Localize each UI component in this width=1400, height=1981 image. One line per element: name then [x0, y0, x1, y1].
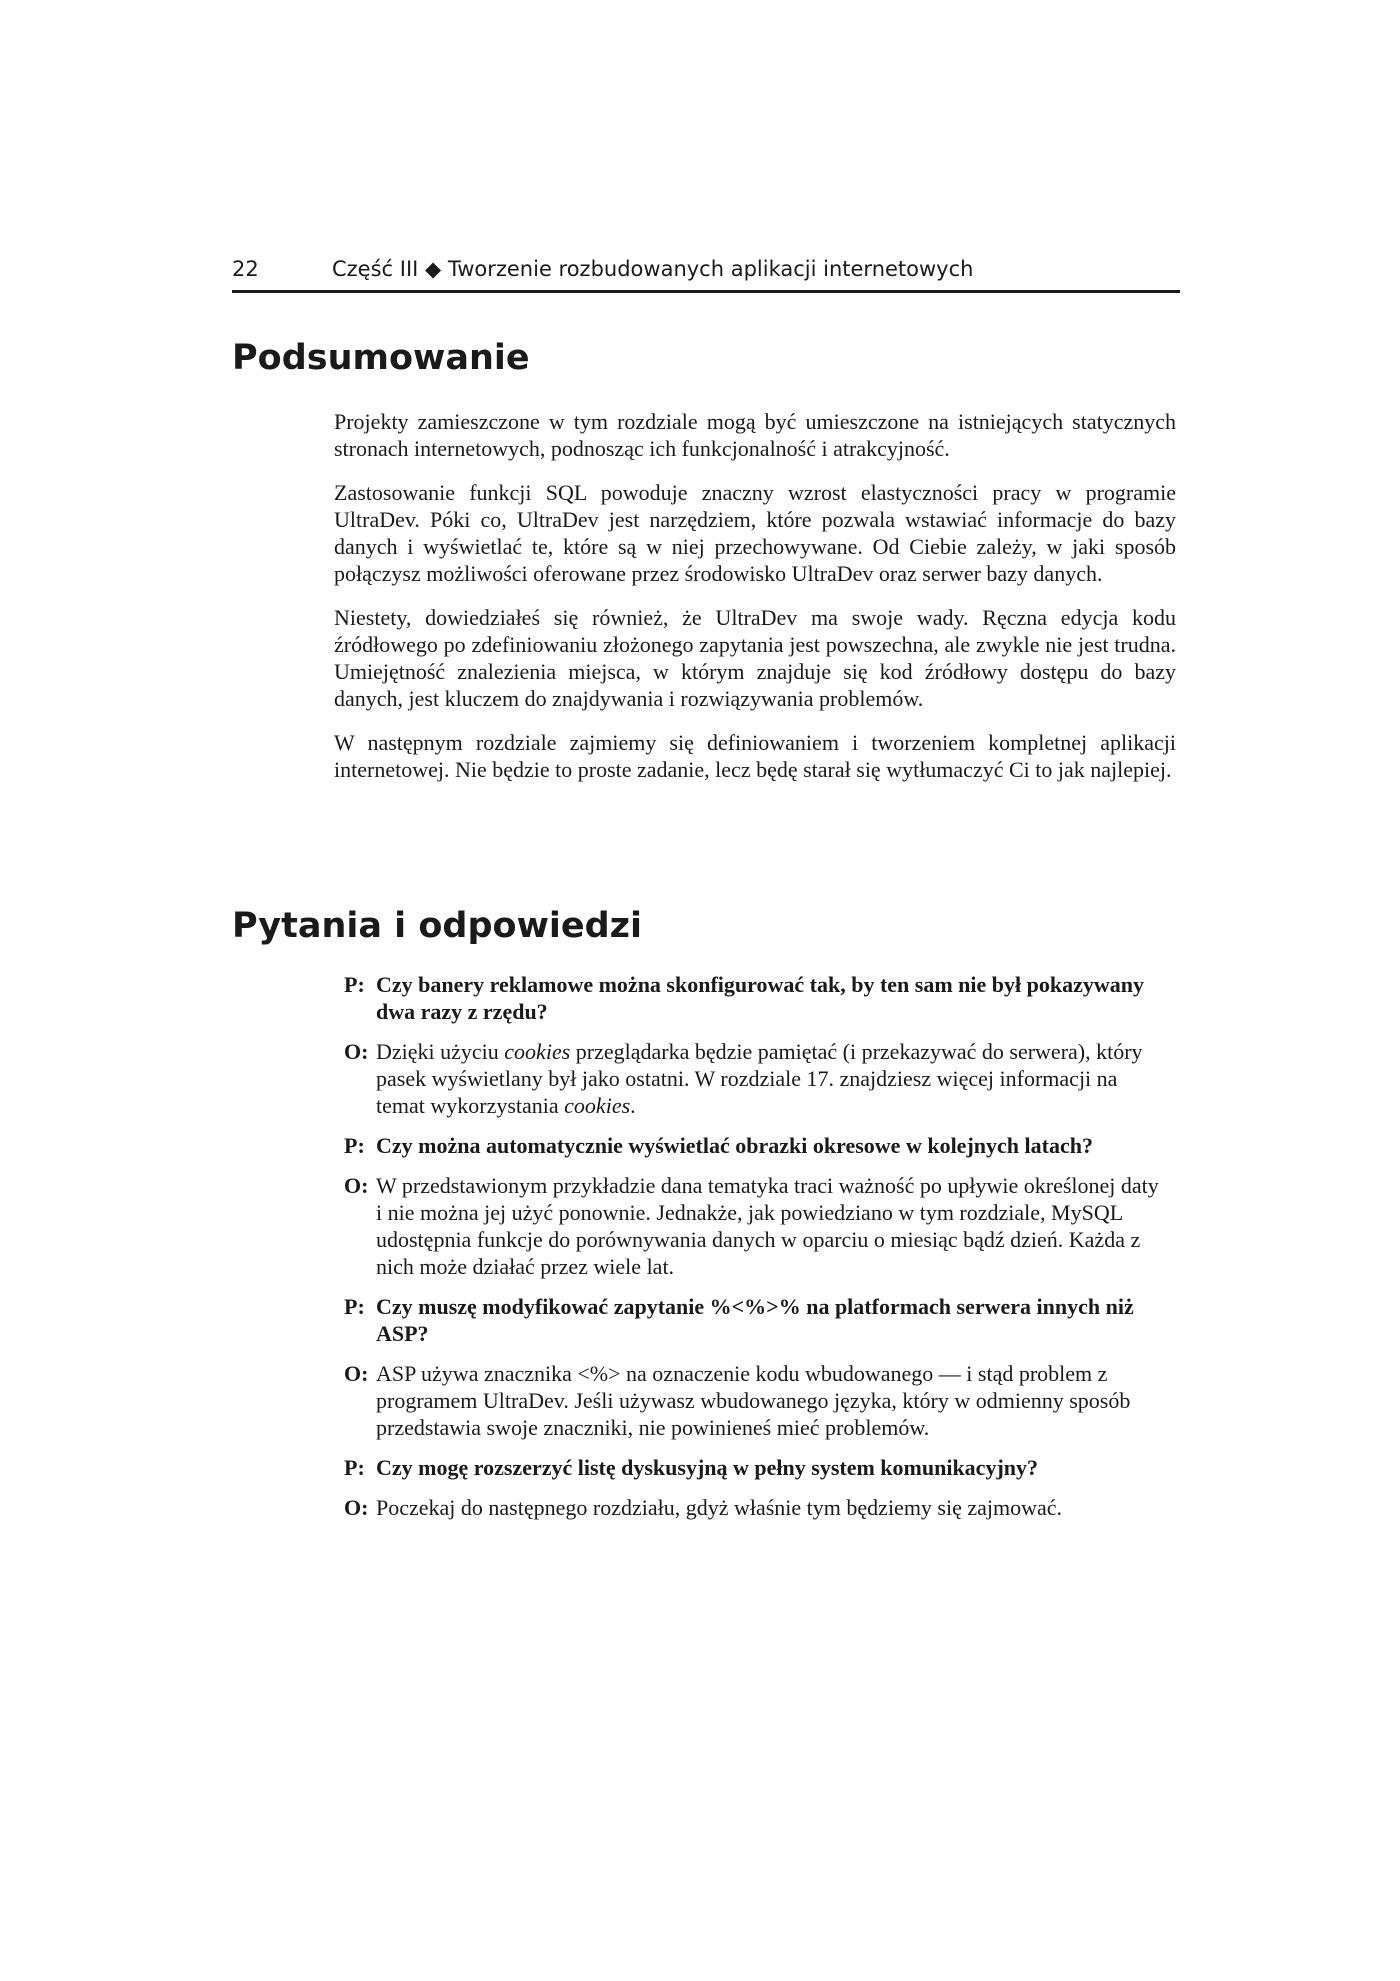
answer-text: Poczekaj do następnego rozdziału, gdyż właśnie tym będziemy się zajmować.	[376, 1495, 1063, 1520]
question-item	[344, 1454, 1164, 1481]
summary-paragraph: Projekty zamieszczone w tym rozdziale mogą być umieszczone na istniejących statycznych stronach internetowych, podnosząc ich funkcjonalność i atrakcyjność.	[334, 409, 1176, 461]
page-number: 22	[232, 257, 259, 281]
answer-marker: O:	[344, 1039, 369, 1064]
answer-item	[344, 1494, 1164, 1521]
running-header-title: Część III ◆ Tworzenie rozbudowanych aplikacji internetowych	[332, 257, 974, 281]
answer-marker: O:	[344, 1495, 369, 1520]
cookies-term: cookies	[504, 1039, 571, 1064]
answer-text-segment: Dzięki użyciu	[376, 1039, 505, 1064]
running-header	[232, 254, 1180, 293]
qa-heading: Pytania i odpowiedzi	[232, 906, 643, 946]
answer-text-segment: przeglądarka będzie pamiętać (i przekazywać do serwera), który pasek wyświetlany był jako ostatni. W rozdziale 17. znajdziesz więcej informacji na temat wykorzystania	[376, 1039, 1143, 1118]
question-marker: P:	[344, 972, 365, 997]
question-marker: P:	[344, 1294, 365, 1319]
question-marker: P:	[344, 1133, 365, 1158]
answer-text-segment: .	[630, 1093, 636, 1118]
question-text: Czy banery reklamowe można skonfigurować tak, by ten sam nie był pokazywany dwa razy z rzędu?	[376, 972, 1144, 1024]
answer-text: ASP używa znacznika <%> na oznaczenie kodu wbudowanego — i stąd problem z programem UltraDev. Jeśli używasz wbudowanego języka, który w odmienny sposób przedstawia swoje znaczniki, nie powinieneś mieć problemów.	[376, 1361, 1131, 1440]
answer-item	[344, 1172, 1164, 1280]
cookies-term: cookies	[564, 1093, 631, 1118]
summary-paragraph: Zastosowanie funkcji SQL powoduje znaczny wzrost elastyczności pracy w programie UltraDev. Póki co, UltraDev jest narzędziem, które pozwala wstawiać informacje do bazy danych i wyświetlać te, które są w niej przechowywane. Od Ciebie zależy, w jaki sposób połączysz możliwości oferowane przez środowisko UltraDev oraz serwer bazy danych.	[334, 480, 1176, 586]
answer-marker: O:	[344, 1173, 369, 1198]
answer-marker: O:	[344, 1361, 369, 1386]
question-item	[344, 1132, 1164, 1159]
answer-text: W przedstawionym przykładzie dana tematyka traci ważność po upływie określonej daty i nie można jej użyć ponownie. Jednakże, jak powiedziano w tym rozdziale, MySQL udostępnia funkcje do porównywania danych w oparciu o miesiąc bądź dzień. Każda z nich może działać przez wiele lat.	[376, 1173, 1159, 1279]
question-item	[344, 1293, 1164, 1347]
answer-item	[344, 1038, 1164, 1119]
summary-body	[334, 408, 1176, 800]
summary-paragraph: W następnym rozdziale zajmiemy się definiowaniem i tworzeniem kompletnej aplikacji internetowej. Nie będzie to proste zadanie, lecz będę starał się wytłumaczyć Ci to jak najlepiej.	[334, 730, 1176, 782]
question-text: Czy muszę modyfikować zapytanie %<%>% na platformach serwera innych niż ASP?	[376, 1294, 1134, 1346]
question-text: Czy mogę rozszerzyć listę dyskusyjną w pełny system komunikacyjny?	[376, 1455, 1039, 1480]
answer-item	[344, 1360, 1164, 1441]
qa-list	[344, 971, 1164, 1534]
summary-paragraph: Niestety, dowiedziałeś się również, że UltraDev ma swoje wady. Ręczna edycja kodu źródłowego po zdefiniowaniu złożonego zapytania jest powszechna, ale zwykle nie jest trudna. Umiejętność znalezienia miejsca, w którym znajduje się kod źródłowy dostępu do bazy danych, jest kluczem do znajdywania i rozwiązywania problemów.	[334, 605, 1176, 711]
question-marker: P:	[344, 1455, 365, 1480]
question-text: Czy można automatycznie wyświetlać obrazki okresowe w kolejnych latach?	[376, 1133, 1093, 1158]
answer-text	[376, 1038, 1164, 1119]
question-item	[344, 971, 1164, 1025]
summary-heading: Podsumowanie	[232, 338, 530, 378]
